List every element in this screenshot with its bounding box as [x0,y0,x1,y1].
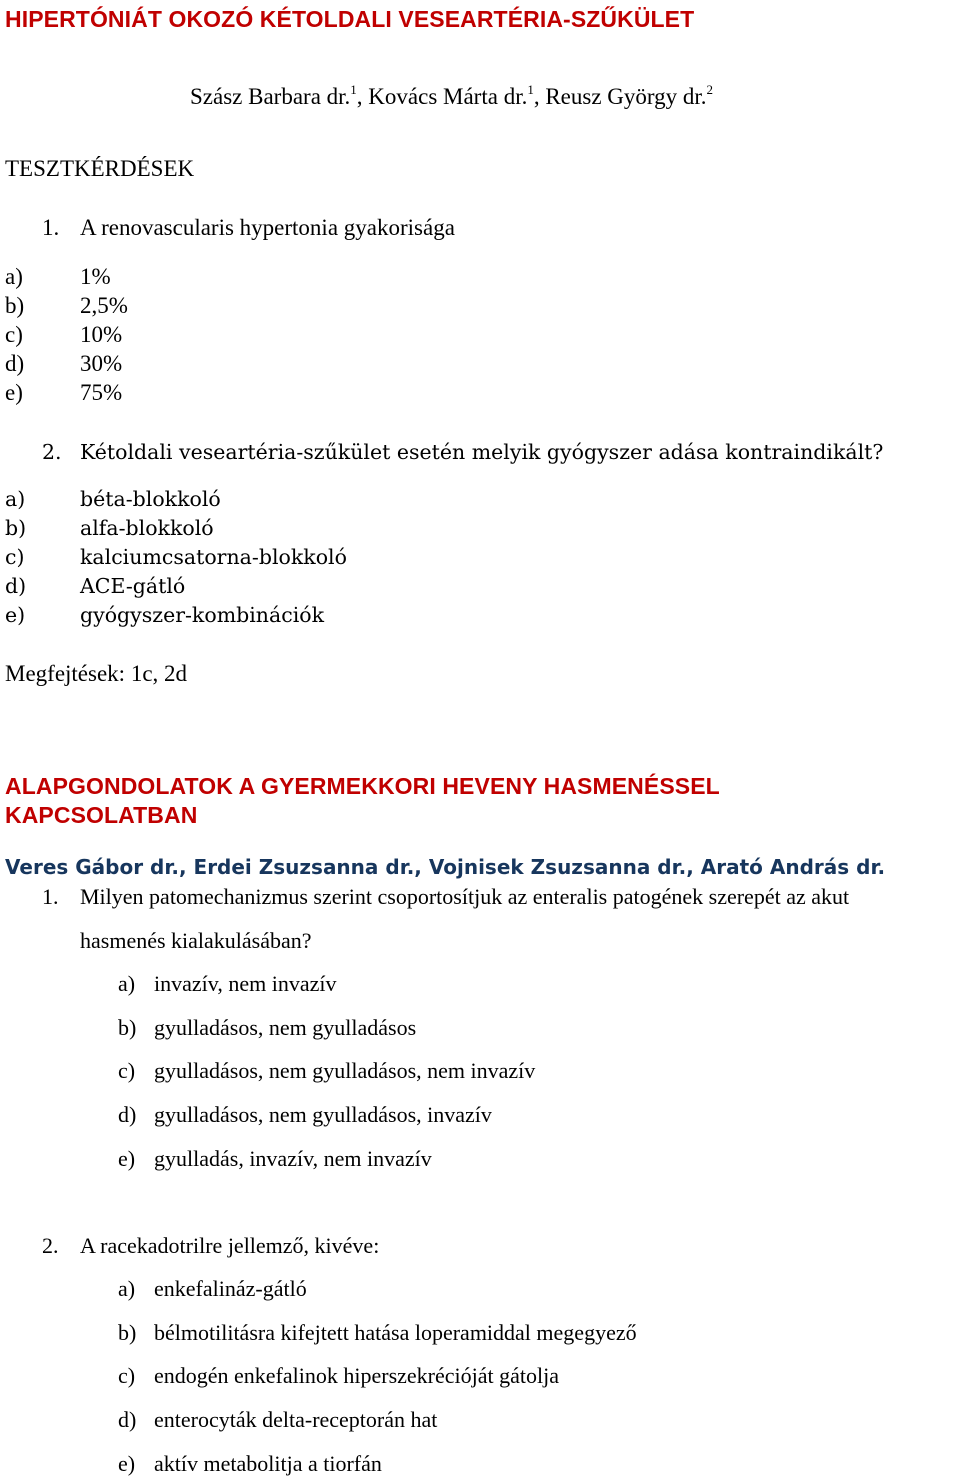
option-text: 30% [80,351,123,376]
option-text: 1% [80,264,111,289]
option-label: c) [118,1058,136,1083]
answer-option [118,1146,432,1172]
answer-option [118,1451,382,1477]
author-name: , Reusz György dr. [533,84,707,109]
option-label: c) [5,545,25,569]
section-subtitle: TESZTKÉRDÉSEK [5,156,195,181]
question-number: 1. [42,884,59,909]
answer-option [5,264,111,290]
answer-key: Megfejtések: 1c, 2d [5,661,188,686]
option-label: e) [118,1451,136,1476]
option-label: d) [118,1102,137,1127]
answer-option [118,1015,416,1041]
option-text: aktív metabolitja a tiorfán [154,1451,382,1476]
option-text: ACE-gátló [80,574,186,598]
question-number: 2. [42,440,62,464]
option-text: kalciumcsatorna-blokkoló [80,545,347,569]
option-text: bélmotilitásra kifejtett hatása loperamiddal megegyező [154,1320,637,1345]
author-list [190,84,713,110]
option-label: d) [5,351,25,376]
document-title: HIPERTÓNIÁT OKOZÓ KÉTOLDALI VESEARTÉRIA-SZŰKÜLET [5,6,695,32]
option-label: b) [118,1320,137,1345]
answer-option [5,545,347,569]
author-list: Veres Gábor dr., Erdei Zsuzsanna dr., Vojnisek Zsuzsanna dr., Arató András dr. [5,855,886,879]
question-1 [42,884,849,910]
option-text: gyulladás, invazív, nem invazív [154,1146,432,1171]
option-text: 2,5% [80,293,128,318]
answer-option [118,1320,637,1346]
answer-option [5,293,128,319]
affiliation-mark: 1 [350,82,357,97]
answer-option [5,322,122,348]
option-label: b) [5,516,27,540]
answer-option [118,1058,535,1084]
option-text: gyógyszer-kombinációk [80,603,325,627]
answer-option [5,380,122,406]
option-text: gyulladásos, nem gyulladásos, nem invazív [154,1058,536,1083]
option-label: b) [118,1015,137,1040]
option-label: a) [5,487,26,511]
option-text: endogén enkefalinok hiperszekrécióját gátolja [154,1363,559,1388]
author-name: , Kovács Márta dr. [356,84,528,109]
answer-option [118,971,336,997]
question-text: A renovascularis hypertonia gyakorisága [80,215,455,240]
answer-option [5,487,221,511]
option-text: alfa-blokkoló [80,516,214,540]
answer-option [5,574,185,598]
question-2 [42,440,883,464]
answer-option [5,603,324,627]
question-text: A racekadotrilre jellemző, kivéve: [80,1233,380,1258]
option-label: d) [118,1407,137,1432]
option-label: b) [5,293,25,318]
option-text: invazív, nem invazív [154,971,337,996]
affiliation-mark: 1 [527,82,534,97]
question-text: Kétoldali veseartéria-szűkület esetén melyik gyógyszer adása kontraindikált? [80,440,884,464]
option-label: e) [5,603,26,627]
question-1 [42,215,455,241]
affiliation-mark: 2 [706,82,714,97]
answer-option [5,516,214,540]
option-text: enkefalináz-gátló [154,1276,307,1301]
option-label: a) [118,1276,136,1301]
option-label: a) [5,264,23,289]
option-text: enterocyták delta-receptorán hat [154,1407,438,1432]
option-text: gyulladásos, nem gyulladásos, invazív [154,1102,492,1127]
question-number: 1. [42,215,60,240]
question-text: Milyen patomechanizmus szerint csoportosítjuk az enteralis patogének szerepét az akut [80,884,850,909]
option-label: e) [5,380,23,405]
option-text: 75% [80,380,123,405]
answer-option [118,1363,559,1389]
answer-option [118,1102,492,1128]
option-label: e) [118,1146,136,1171]
option-label: c) [5,322,23,347]
option-label: a) [118,971,136,996]
answer-option [118,1276,307,1302]
option-text: béta-blokkoló [80,487,221,511]
author-name: Szász Barbara dr. [190,84,351,109]
answer-option [5,351,122,377]
answer-option [118,1407,437,1433]
question-2 [42,1233,379,1259]
option-label: c) [118,1363,136,1388]
section-title: ALAPGONDOLATOK A GYERMEKKORI HEVENY HASMENÉSSEL [5,773,720,799]
section-title-continued: KAPCSOLATBAN [5,802,198,828]
question-text-continued: hasmenés kialakulásában? [80,928,312,953]
option-text: 10% [80,322,123,347]
option-text: gyulladásos, nem gyulladásos [154,1015,417,1040]
option-label: d) [5,574,27,598]
question-number: 2. [42,1233,59,1258]
